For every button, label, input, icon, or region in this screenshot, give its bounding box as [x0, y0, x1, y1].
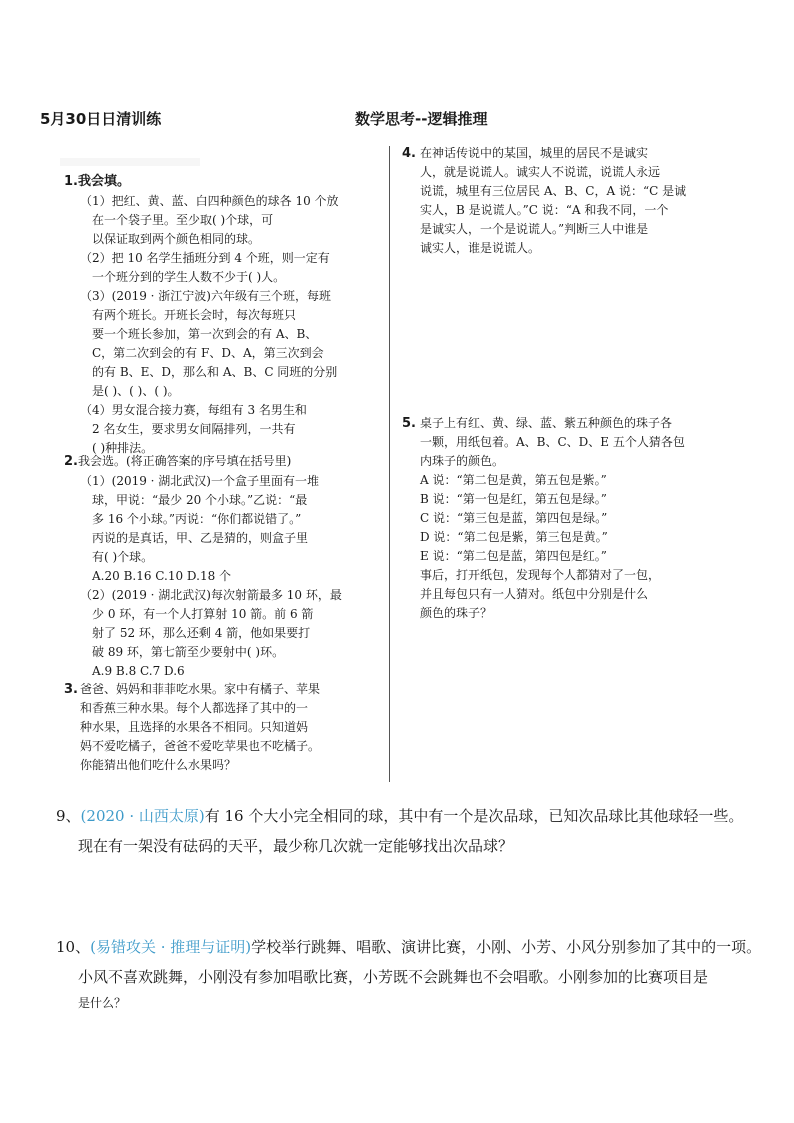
question-10-text-line3: 是什么？	[78, 996, 127, 1010]
q4-line: 诚实人，谁是说谎人。	[420, 241, 541, 255]
q2-options: A.9 B.8 C.7 D.6	[92, 664, 185, 678]
q2-line: 少 0 环，有一个人打算射 10 箭。前 6 箭	[92, 607, 314, 621]
q5-line: 事后，打开纸包，发现每个人都猜对了一包，	[420, 568, 661, 582]
q2-line: 球，甲说：“最少 20 个小球。”乙说：“最	[92, 493, 308, 507]
question-4-number: 4.	[402, 146, 416, 161]
question-10-number: 10、	[56, 938, 91, 956]
q5-line: A 说：“第二包是黄，第五包是紫。”	[420, 473, 607, 487]
q1-line: （3）(2019 · 浙江宁波)六年级有三个班，每班	[80, 289, 331, 303]
q3-line: 妈不爱吃橘子，爸爸不爱吃苹果也不吃橘子。	[80, 739, 321, 753]
question-10-text-line2: 小风不喜欢跳舞，小刚没有参加唱歌比赛，小芳既不会跳舞也不会唱歌。小刚参加的比赛项目是	[78, 968, 709, 986]
question-9-text: 有 16 个大小完全相同的球，其中有一个是次品球，已知次品球比其他球轻一些。	[204, 807, 744, 825]
q5-line: C 说：“第三包是蓝，第四包是绿。”	[420, 511, 608, 525]
q1-line: 2 名女生，要求男女间隔排列，一共有	[92, 422, 296, 436]
q1-line: 在一个袋子里。至少取( )个球，可	[92, 213, 274, 227]
question-9-number: 9、	[56, 807, 81, 825]
q4-line: 人，就是说谎人。诚实人不说谎，说谎人永远	[420, 165, 661, 179]
q2-line: 有( )个球。	[92, 550, 154, 564]
q1-line: 有两个班长。开班长会时，每次每班只	[92, 308, 297, 322]
q2-options: A.20 B.16 C.10 D.18 个	[92, 569, 232, 583]
q4-line: 说谎，城里有三位居民 A、B、C，A 说：“C 是诚	[420, 184, 687, 198]
worksheet-date-title: 5月30日日清训练	[40, 110, 162, 128]
question-10	[56, 932, 786, 1014]
question-10-text: 学校举行跳舞、唱歌、演讲比赛，小刚、小芳、小风分别参加了其中的一项。	[251, 938, 762, 956]
q2-line: 多 16 个小球。”丙说：“你们都说错了。”	[92, 512, 302, 526]
q1-line: 是( )、( )、( )。	[92, 384, 180, 398]
question-9-source-tag: (2020 · 山西太原)	[80, 807, 205, 825]
q3-line: 爸爸、妈妈和菲菲吃水果。家中有橘子、苹果	[80, 682, 321, 696]
q1-line: （4）男女混合接力赛，每组有 3 名男生和	[80, 403, 307, 417]
question-9	[56, 801, 776, 861]
q5-line: 内珠子的颜色。	[420, 454, 505, 468]
question-2	[64, 452, 384, 681]
question-5	[402, 414, 732, 623]
q3-line: 和香蕉三种水果。每个人都选择了其中的一	[80, 701, 309, 715]
question-4	[402, 144, 732, 258]
q3-line: 种水果，且选择的水果各不相同。只知道妈	[80, 720, 309, 734]
question-1	[64, 172, 384, 458]
q2-line: 丙说的是真话，甲、乙是猜的，则盒子里	[92, 531, 309, 545]
q4-line: 是诚实人，一个是说谎人。”判断三人中谁是	[420, 222, 649, 236]
question-9-text-line2: 现在有一架没有砝码的天平，最少称几次就一定能够找出次品球？	[78, 837, 514, 855]
question-3	[64, 680, 384, 775]
worksheet-topic-title: 数学思考--逻辑推理	[355, 110, 488, 128]
q5-line: 桌子上有红、黄、绿、蓝、紫五种颜色的珠子各	[420, 416, 673, 430]
q5-line: 颜色的珠子？	[420, 606, 493, 620]
q1-line: 的有 B、E、D，那么和 A、B、C 同班的分别	[92, 365, 338, 379]
q5-line: D 说：“第二包是紫，第三包是黄。”	[420, 530, 608, 544]
q5-line: 并且每包只有一人猜对。纸包中分别是什么	[420, 587, 649, 601]
q5-line: E 说：“第二包是蓝，第四包是红。”	[420, 549, 607, 563]
q1-line: 一个班分到的学生人数不少于( )人。	[92, 270, 286, 284]
question-10-source-tag: (易错攻关 · 推理与证明)	[90, 938, 252, 956]
q2-line: 射了 52 环，那么还剩 4 箭，他如果要打	[92, 626, 311, 640]
q4-line: 在神话传说中的某国，城里的居民不是诚实	[420, 146, 649, 160]
q4-line: 实人，B 是说谎人。”C 说：“A 和我不同，一个	[420, 203, 669, 217]
column-divider	[389, 146, 390, 782]
question-2-title: 我会选。(将正确答案的序号填在括号里)	[77, 454, 292, 468]
q2-line: （2）(2019 · 湖北武汉)每次射箭最多 10 环，最	[80, 588, 342, 602]
q2-line: （1）(2019 · 湖北武汉)一个盒子里面有一堆	[80, 474, 319, 488]
q1-line: 要一个班长参加，第一次到会的有 A、B、	[92, 327, 318, 341]
question-1-title: 我会填。	[77, 174, 130, 189]
q5-line: 一颗，用纸包着。A、B、C、D、E 五个人猜各包	[420, 435, 685, 449]
q1-line: （2）把 10 名学生插班分到 4 个班，则一定有	[80, 251, 330, 265]
question-5-number: 5.	[402, 416, 416, 431]
q1-line: C，第二次到会的有 F、D、A，第三次到会	[92, 346, 324, 360]
q2-line: 破 89 环，第七箭至少要射中( )环。	[92, 645, 285, 659]
question-1-number: 1.	[64, 174, 78, 189]
q1-line: （1）把红、黄、蓝、白四种颜色的球各 10 个放	[80, 194, 339, 208]
scan-shade	[60, 158, 200, 166]
q3-line: 你能猜出他们吃什么水果吗？	[80, 758, 237, 772]
question-2-number: 2.	[64, 454, 78, 469]
q5-line: B 说：“第一包是红，第五包是绿。”	[420, 492, 607, 506]
q1-line: ( )种排法。	[92, 441, 154, 455]
question-3-number: 3.	[64, 682, 78, 697]
q1-line: 以保证取到两个颜色相同的球。	[92, 232, 261, 246]
